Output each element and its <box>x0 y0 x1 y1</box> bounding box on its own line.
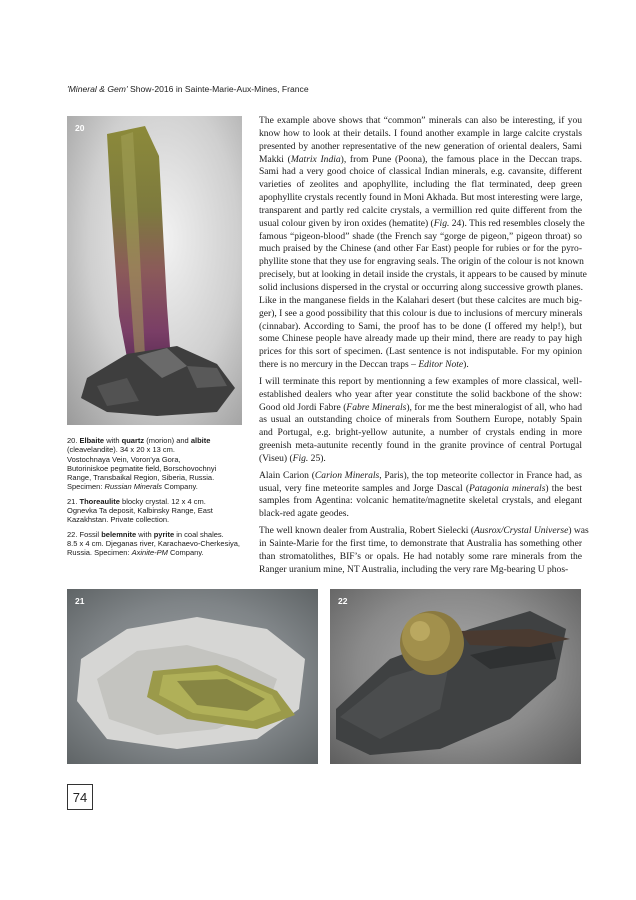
text-run: ) the best <box>545 482 583 494</box>
text-run: famous “pigeon-blood” shade (the French say “gorge de pigeon,” pigeon throat) so <box>259 230 582 242</box>
text-run: (cinnabar). According to Sami, the proof has to be done (I offered my help!), but <box>259 320 582 332</box>
text-run: Makki ( <box>259 153 291 165</box>
text-line <box>259 115 582 128</box>
figure-21-thoreaulite-photo <box>67 589 318 764</box>
caption-run: Specimen: <box>67 482 105 492</box>
text-line <box>259 141 582 154</box>
caption-line <box>67 515 245 524</box>
text-line <box>259 205 582 218</box>
caption-line <box>67 506 245 515</box>
text-run: Good old Jordi Fabre ( <box>259 401 347 413</box>
text-line <box>259 321 582 334</box>
text-line <box>259 359 582 372</box>
text-line <box>259 154 582 167</box>
caption-run: Thoreaulite <box>79 496 120 506</box>
caption-22 <box>67 530 245 558</box>
text-line <box>259 166 582 179</box>
article-body <box>259 115 589 581</box>
text-line <box>259 282 582 295</box>
text-line <box>259 295 582 308</box>
text-line <box>259 564 582 577</box>
text-line <box>259 231 582 244</box>
text-run: ) was <box>568 525 589 537</box>
text-run: Ausrox/Crystal Universe <box>474 525 569 537</box>
text-run: greenish meta-autunite recently found in the granite province of central Portugal <box>259 440 582 452</box>
text-line <box>259 243 582 256</box>
text-line <box>259 402 582 415</box>
caption-line <box>67 464 245 473</box>
figure-captions <box>67 436 245 563</box>
text-line <box>259 427 582 440</box>
text-run: (Viseu) ( <box>259 452 293 464</box>
caption-line <box>67 530 245 539</box>
text-run: Like in the manganese fields in the Kalahari desert (but these calcites are much big- <box>259 294 582 306</box>
text-line <box>259 308 582 321</box>
caption-run: 20. <box>67 436 80 445</box>
figure-number-20: 20 <box>75 123 85 133</box>
text-run: some Chinese people have already made up their mind, there are ready to pay high <box>259 333 582 345</box>
text-run: 25). <box>308 452 326 464</box>
text-run: usual colour given by iron oxides (hematite) ( <box>259 217 434 229</box>
text-run: samples from Agentina: volcanic hematite/magnetite skeletal crystals, and elegant <box>259 495 582 507</box>
caption-run: belemnite <box>101 529 137 539</box>
text-line <box>259 525 589 538</box>
text-run: precisely, but at looking in detail inside the crystals, it appears to be caused by minute <box>259 269 587 281</box>
caption-line <box>67 445 245 454</box>
text-line <box>259 217 585 231</box>
caption-run: Axinite-PM <box>131 548 168 558</box>
text-run: in Sainte-Marie for the first time, to demonstrate that Australia has something other <box>259 538 582 549</box>
text-line <box>259 551 582 564</box>
text-line <box>259 346 582 359</box>
caption-run: Ognevka Ta deposit, Kalbinsky Range, East <box>67 506 213 516</box>
caption-run: in coal shales. <box>174 529 224 539</box>
text-line <box>259 453 582 466</box>
belemnite-specimen-illustration <box>330 589 581 764</box>
text-line <box>259 508 582 521</box>
text-line <box>259 414 582 427</box>
caption-line <box>67 436 245 445</box>
text-line <box>259 333 582 346</box>
caption-run: with <box>104 436 122 445</box>
caption-run: Company. <box>162 482 198 492</box>
text-line <box>259 483 582 496</box>
elbaite-specimen-illustration <box>67 116 242 425</box>
text-run: phyllite stone that they use for engraving seals. The origin of the colour is not known <box>259 256 584 268</box>
text-run: Fig. <box>292 452 309 464</box>
text-run: solid inclusions dispersed in the crystal or occurring along successive growth planes. <box>259 281 583 293</box>
caption-run: Kazakhstan. Private collection. <box>67 515 170 525</box>
caption-run: Elbaite <box>79 436 105 445</box>
caption-run: 8.5 x 4 cm. Djeganas river, Karachaevo-Cherkesiya, <box>67 538 240 548</box>
figure-number-21: 21 <box>75 596 85 606</box>
text-run: prices for this sort of specimen. (Last sentence is not indisputable. For my opinion <box>259 346 582 358</box>
caption-20 <box>67 436 245 492</box>
text-run: than stromatolithes, BIF’s or opals. He had notably some rare minerals from the <box>259 550 582 562</box>
text-run: Editor Note <box>418 359 464 371</box>
caption-line <box>67 455 245 464</box>
text-line <box>259 389 582 402</box>
caption-run: albite <box>190 436 211 445</box>
caption-run: (morion) and <box>144 436 191 445</box>
caption-21 <box>67 497 245 525</box>
page-number: 74 <box>67 784 93 810</box>
running-header <box>67 84 587 94</box>
text-run: much praised by the Chinese (and other Far East) people for rubies or for the pyro- <box>259 243 582 255</box>
caption-line <box>67 482 245 491</box>
text-run: 24). This red resembles closely the <box>449 217 585 229</box>
text-run: black-red agate geodes. <box>259 508 349 520</box>
text-run: Fabre Minerals <box>346 401 407 413</box>
text-run: ger), I see a good possibility that this colour is due to inclusions of mercury minerals <box>259 307 583 319</box>
text-run: ), from Pune (Poona), the famous place in the Deccan traps. <box>340 153 582 165</box>
text-line <box>259 192 582 205</box>
paragraph <box>259 470 582 521</box>
text-line <box>259 470 582 483</box>
caption-run: Butoriniskoe pegmatite field, Borschovochnyi <box>67 463 217 473</box>
text-run: Ranger uranium mine, NT Australia, including the very rare Mg-bearing U phos- <box>259 563 569 575</box>
text-run: and Portugal, e.g. bright-yellow autunite, a number of crystals ending in more <box>259 427 582 439</box>
text-line <box>259 256 582 269</box>
paragraph <box>259 525 589 576</box>
text-line <box>259 376 582 389</box>
text-run: , Paris), the top meteorite collector in France had, as <box>379 469 582 481</box>
text-run: ), for me the best mineralogist of all, who had <box>406 401 582 413</box>
text-run: usual, very fine meteorite samples and Jorge Dascal ( <box>259 482 470 494</box>
caption-run: with <box>136 529 154 539</box>
text-run: know how to look at their details. I found another example in large calcite crystals <box>259 127 582 139</box>
text-run: as usual an outstanding choice of minerals from Southern Europe, notably Spain <box>259 414 582 426</box>
text-line <box>259 179 582 192</box>
caption-run: 22. Fossil <box>67 529 102 539</box>
text-line <box>259 538 582 551</box>
caption-run: pyrite <box>153 529 175 539</box>
text-run: Sami had a very good choice of classical Indian minerals, e.g. cavansite, different <box>259 166 582 178</box>
paragraph <box>259 115 587 372</box>
caption-line <box>67 473 245 482</box>
caption-run: Vostochnaya Vein, Voron'ya Gora, <box>67 454 181 464</box>
caption-run: (cleavelandite). 34 x 20 x 13 cm. <box>67 445 175 455</box>
text-run: Matrix India <box>290 153 341 165</box>
running-header-rest: Show-2016 in Sainte-Marie-Aux-Mines, France <box>127 84 309 94</box>
paragraph <box>259 376 582 466</box>
caption-line <box>67 497 245 506</box>
text-run: transparent and partly red calcite crystals, a vermillion red quite different from the <box>259 204 582 216</box>
text-run: apophyllite crystals recently found in Moni Akhada. But most interesting were large, <box>259 192 583 204</box>
caption-run: Company. <box>167 548 204 558</box>
caption-run: blocky crystal. 12 x 4 cm. <box>119 496 206 506</box>
figure-22-belemnite-photo <box>330 589 581 764</box>
figure-number-22: 22 <box>338 596 348 606</box>
text-run: I will terminate this report by mentionning a few examples of more classical, well- <box>259 375 582 387</box>
caption-run: Russia. Specimen: <box>67 548 132 558</box>
text-run: Carion Minerals <box>314 469 380 481</box>
caption-run: 21. <box>67 496 80 506</box>
caption-run: Russian Minerals <box>104 482 163 492</box>
text-line <box>259 495 582 508</box>
text-line <box>259 269 587 282</box>
figure-20-elbaite-photo <box>67 116 242 425</box>
text-line <box>259 128 582 141</box>
text-run: there is no mercury in the Deccan traps – <box>259 359 419 371</box>
running-header-italic: 'Mineral & Gem' <box>67 84 128 94</box>
text-run: The well known dealer from Australia, Robert Sielecki ( <box>259 525 475 537</box>
text-line <box>259 440 582 453</box>
caption-run: Range, Transbaikal Region, Siberia, Russia. <box>67 473 215 483</box>
thoreaulite-specimen-illustration <box>67 589 318 764</box>
text-run: presented by another representative of the new generation of oriental dealers, Sami <box>259 140 582 152</box>
caption-run: quartz <box>121 436 145 445</box>
text-run: Patagonia minerals <box>469 482 546 494</box>
caption-line <box>67 539 245 548</box>
text-run: Alain Carion ( <box>259 469 315 481</box>
text-run: established dealers who year after year constitute the solid backbone of the show: <box>259 388 582 400</box>
text-run: ). <box>463 359 469 371</box>
caption-line <box>67 548 245 557</box>
text-run: varieties of zeolites and apophyllite, including the flat terminated, deep green <box>259 179 582 191</box>
text-run: The example above shows that “common” minerals can also be interesting, if you <box>259 115 582 126</box>
text-run: Fig. <box>433 217 450 229</box>
